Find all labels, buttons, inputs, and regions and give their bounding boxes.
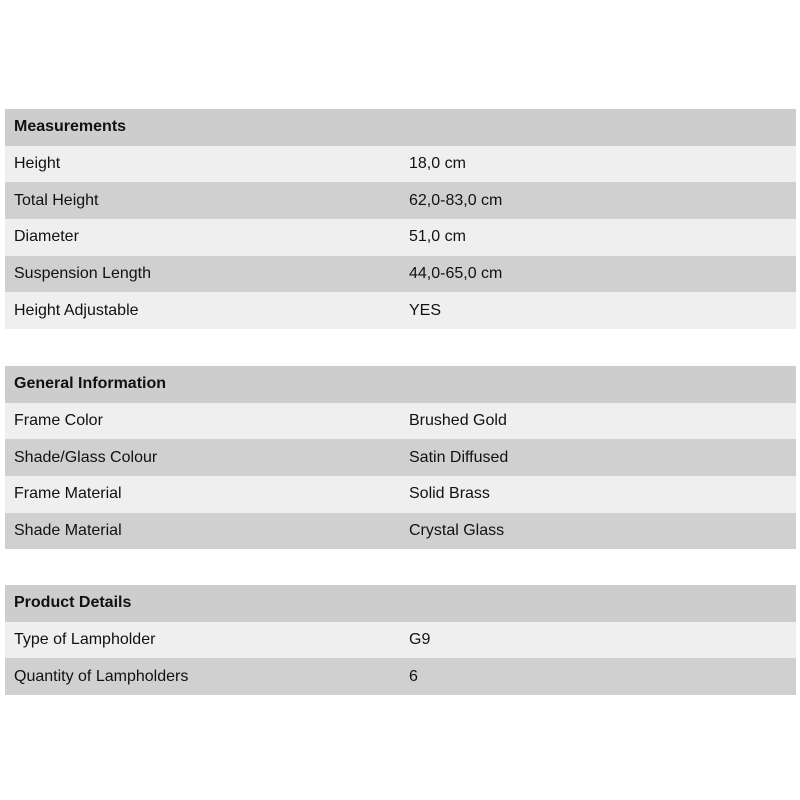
table-row	[5, 476, 796, 513]
table-row	[5, 219, 796, 256]
table-row	[5, 658, 796, 695]
spec-section	[5, 366, 796, 549]
row-value: YES	[409, 301, 442, 319]
row-value: 62,0-83,0 cm	[409, 191, 503, 209]
row-value: 44,0-65,0 cm	[409, 265, 503, 283]
row-label: Type of Lampholder	[14, 631, 156, 649]
table-row	[5, 513, 796, 550]
table-row	[5, 439, 796, 476]
row-value: 51,0 cm	[409, 228, 466, 246]
row-label: Height	[14, 155, 61, 173]
row-label: Frame Material	[14, 485, 122, 503]
row-label: Height Adjustable	[14, 301, 139, 319]
row-value: Crystal Glass	[409, 522, 505, 540]
section-header	[5, 366, 796, 403]
row-label: Suspension Length	[14, 265, 151, 283]
row-label: Shade Material	[14, 522, 122, 540]
section-title: General Information	[14, 375, 167, 393]
table-row	[5, 403, 796, 440]
row-value: 6	[409, 667, 418, 685]
section-title: Measurements	[14, 118, 127, 136]
table-row	[5, 256, 796, 293]
table-row	[5, 292, 796, 329]
row-label: Diameter	[14, 228, 79, 246]
table-row	[5, 146, 796, 183]
section-title: Product Details	[14, 594, 132, 612]
row-value: Solid Brass	[409, 485, 490, 503]
table-row	[5, 182, 796, 219]
row-label: Quantity of Lampholders	[14, 667, 189, 685]
row-label: Frame Color	[14, 412, 103, 430]
row-label: Total Height	[14, 191, 99, 209]
table-row	[5, 622, 796, 659]
row-label: Shade/Glass Colour	[14, 448, 158, 466]
row-value: G9	[409, 631, 431, 649]
section-header	[5, 585, 796, 622]
spec-section	[5, 585, 796, 695]
row-value: Satin Diffused	[409, 448, 509, 466]
section-header	[5, 109, 796, 146]
row-value: 18,0 cm	[409, 155, 466, 173]
row-value: Brushed Gold	[409, 412, 507, 430]
spec-section	[5, 109, 796, 329]
